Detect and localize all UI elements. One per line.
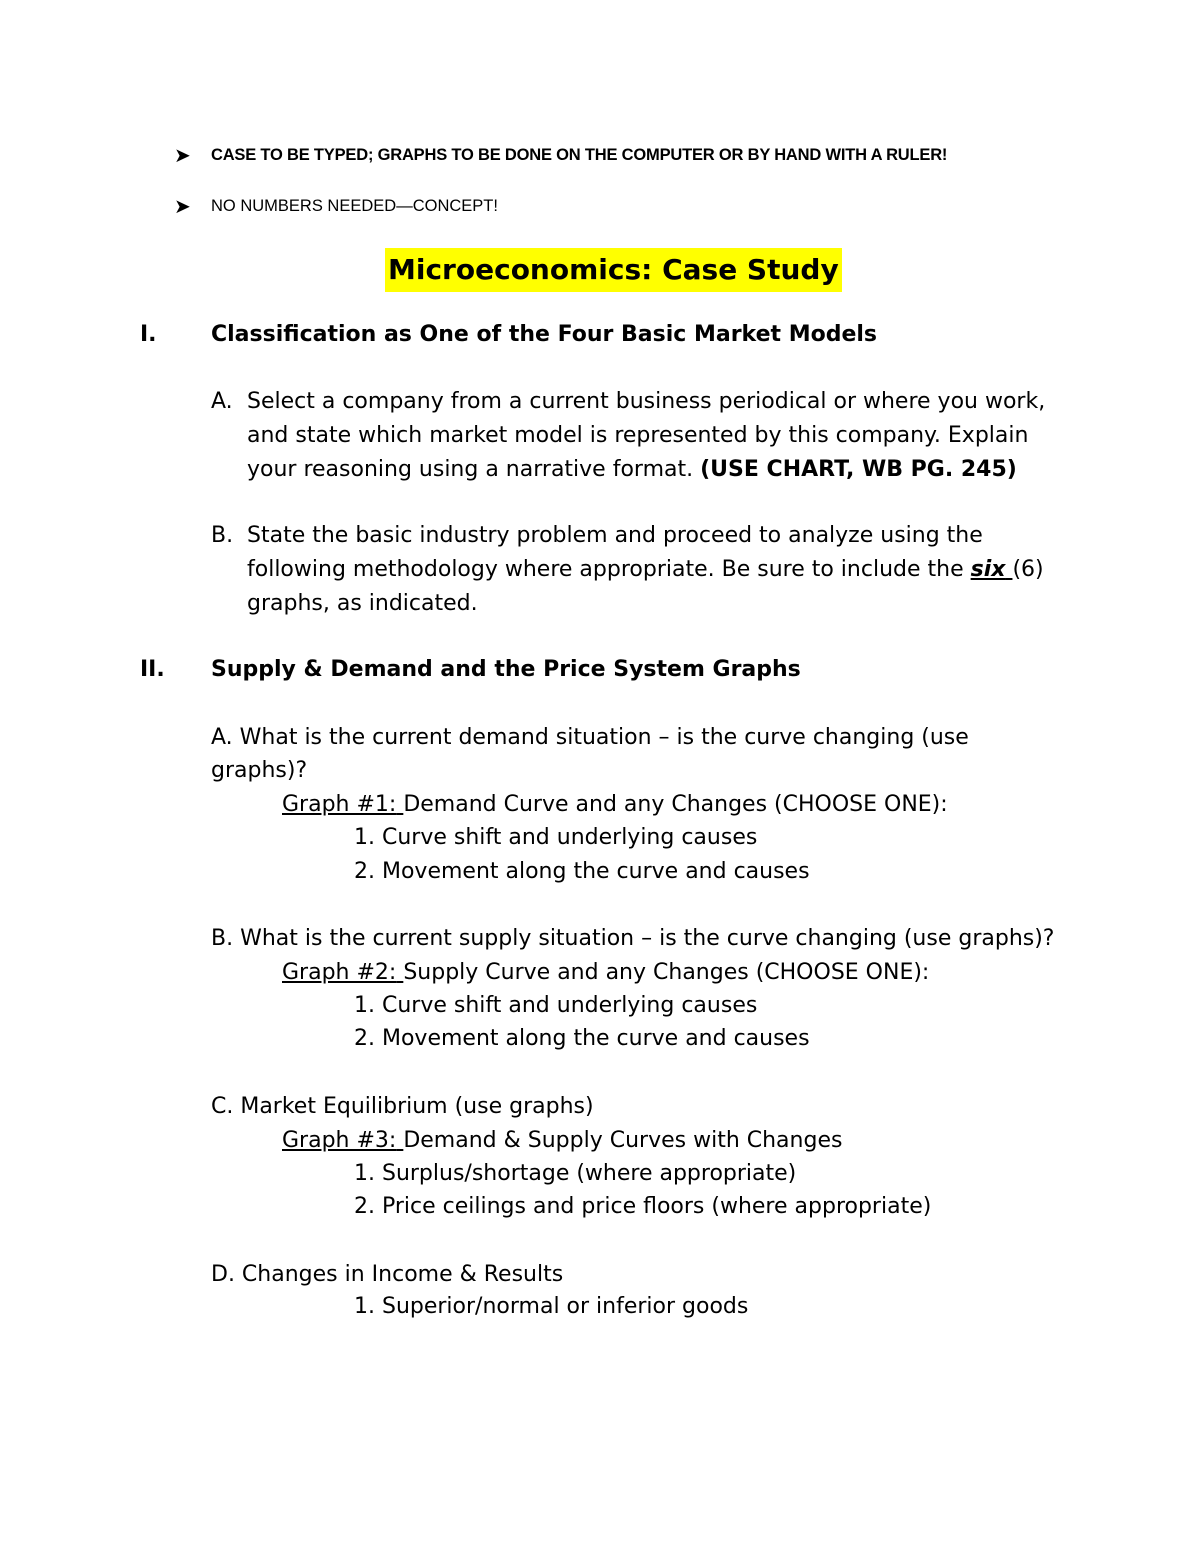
chart-reference: (USE CHART, WB PG. 245)	[700, 457, 1017, 482]
item-b-line-2-text: following methodology where appropriate. Be sure to include the	[247, 557, 964, 582]
graph-1-item: 1. Curve shift and underlying causes	[354, 825, 758, 850]
graph-3-text: Demand & Supply Curves with Changes	[403, 1128, 843, 1153]
section-numeral-2: II.	[140, 657, 165, 682]
section-heading-1: Classification as One of the Four Basic Market Models	[211, 322, 878, 347]
graph-3-item: 1. Surplus/shortage (where appropriate)	[354, 1161, 797, 1186]
item-b-line-1: State the basic industry problem and proceed to analyze using the	[247, 523, 983, 548]
note-no-numbers: NO NUMBERS NEEDED—CONCEPT!	[211, 197, 498, 215]
income-item: 1. Superior/normal or inferior goods	[354, 1294, 749, 1319]
graph-2-label: Graph #2:	[282, 960, 397, 985]
item-b-line-3: graphs, as indicated.	[247, 591, 478, 616]
graph-2-item: 1. Curve shift and underlying causes	[354, 993, 758, 1018]
demand-question-line-2: graphs)?	[211, 758, 308, 783]
item-b-line-2	[247, 553, 1044, 587]
arrow-bullet-icon: ➤	[174, 194, 191, 218]
graph-3-label: Graph #3:	[282, 1128, 397, 1153]
graph-1-line	[282, 788, 948, 822]
section-heading-2: Supply & Demand and the Price System Graphs	[211, 657, 801, 682]
item-a-line-3-text: your reasoning using a narrative format.	[247, 457, 694, 482]
graph-2-line	[282, 956, 929, 990]
item-a-line-3	[247, 453, 1017, 487]
graph-1-item: 2. Movement along the curve and causes	[354, 859, 810, 884]
graph-1-label: Graph #1:	[282, 792, 397, 817]
demand-question-line-1: A. What is the current demand situation – is the curve changing (use	[211, 725, 969, 750]
graph-2-text: Supply Curve and any Changes (CHOOSE ONE):	[403, 960, 930, 985]
graph-1-text: Demand Curve and any Changes (CHOOSE ONE):	[403, 792, 948, 817]
item-letter-b: B.	[211, 523, 234, 548]
note-typed-graphs: CASE TO BE TYPED; GRAPHS TO BE DONE ON THE COMPUTER OR BY HAND WITH A RULER!	[211, 146, 948, 164]
income-heading: D. Changes in Income & Results	[211, 1262, 564, 1287]
item-a-line-2: and state which market model is represented by this company. Explain	[247, 423, 1029, 448]
item-letter-a: A.	[211, 389, 233, 414]
item-a-line-1: Select a company from a current business periodical or where you work,	[247, 389, 1046, 414]
graph-3-item: 2. Price ceilings and price floors (where appropriate)	[354, 1194, 932, 1219]
six-number: (6)	[1012, 557, 1044, 582]
graph-2-item: 2. Movement along the curve and causes	[354, 1026, 810, 1051]
graph-3-line	[282, 1124, 842, 1158]
page-title: Microeconomics: Case Study	[385, 248, 842, 292]
arrow-bullet-icon: ➤	[174, 143, 191, 167]
section-numeral-1: I.	[140, 322, 157, 347]
equilibrium-heading: C. Market Equilibrium (use graphs)	[211, 1094, 594, 1119]
supply-question-line-1: B. What is the current supply situation – is the curve changing (use graphs)?	[211, 926, 1055, 951]
six-emphasis: six	[970, 557, 1006, 582]
